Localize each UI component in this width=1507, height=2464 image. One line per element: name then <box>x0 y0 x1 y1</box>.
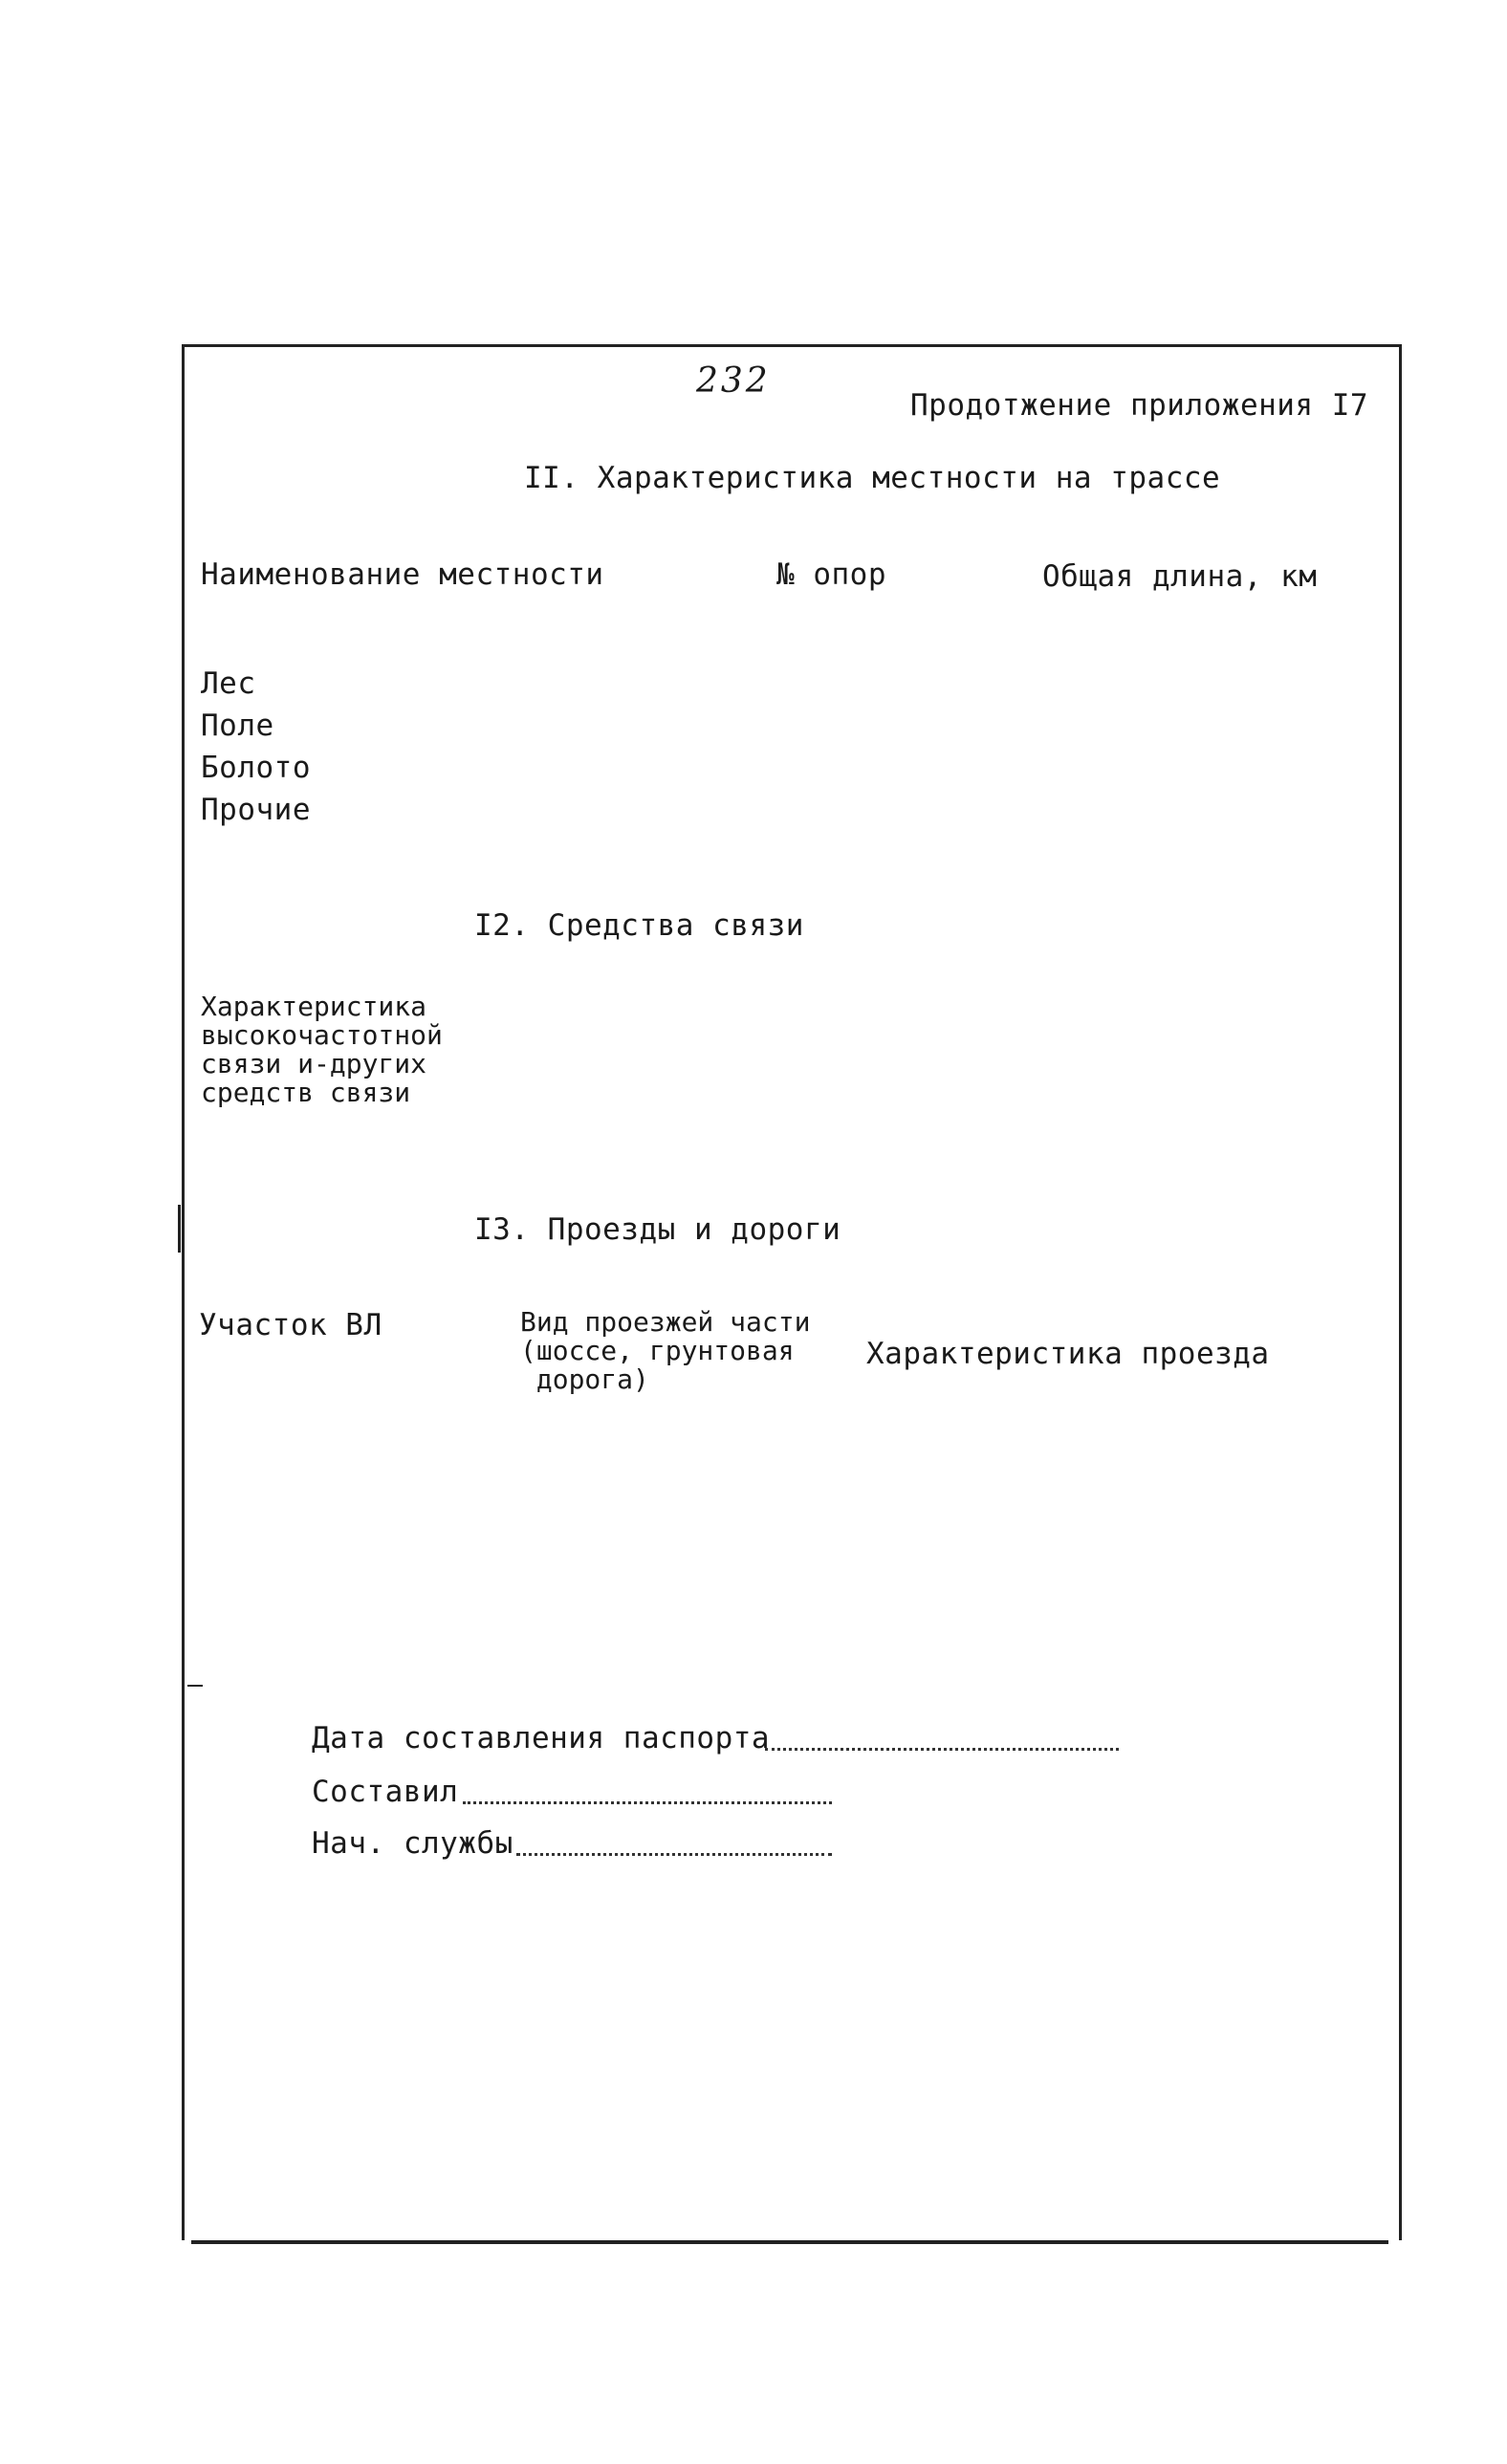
margin-mark <box>187 1685 203 1687</box>
label-line: связи и-других <box>201 1048 427 1079</box>
compiled-by-field[interactable] <box>463 1801 832 1804</box>
terrain-row: Поле <box>201 709 274 743</box>
label-line: высокочастотной <box>201 1019 443 1051</box>
section-12-title: I2. Средства связи <box>474 908 804 943</box>
frame-bottom-line <box>191 2240 1388 2244</box>
label-line: дорога) <box>520 1363 649 1395</box>
column-terrain-name: Наименование местности <box>201 557 604 592</box>
service-chief-field[interactable] <box>516 1853 832 1856</box>
page-number: 232 <box>696 361 771 401</box>
section-11-title: II. Характеристика местности на трассе <box>524 461 1221 495</box>
communication-characteristics-label <box>201 992 443 1107</box>
margin-mark <box>178 1205 181 1253</box>
document-frame <box>182 344 1402 2240</box>
passport-date-field[interactable] <box>765 1748 1119 1751</box>
section-13-title: I3. Проезды и дороги <box>474 1212 841 1247</box>
column-passage-characteristics: Характеристика проезда <box>866 1337 1270 1371</box>
label-line: средств связи <box>201 1077 411 1108</box>
passport-date-label: Дата составления паспорта <box>312 1721 771 1755</box>
terrain-row: Прочие <box>201 793 311 827</box>
label-line: (шоссе, грунтовая <box>520 1335 795 1366</box>
label-line: Вид проезжей части <box>520 1306 811 1338</box>
terrain-row: Болото <box>201 751 311 785</box>
continuation-note: Продотжение приложения I7 <box>910 388 1369 423</box>
compiled-by-label: Составил <box>312 1775 459 1809</box>
column-road-type <box>520 1308 810 1394</box>
service-chief-label: Нач. службы <box>312 1826 513 1861</box>
terrain-row: Лес <box>201 666 256 701</box>
column-total-length: Общая длина, км <box>1042 559 1318 594</box>
column-tower-numbers: № опор <box>776 557 886 592</box>
label-line: Характеристика <box>201 991 427 1022</box>
column-line-section: Участок ВЛ <box>199 1308 382 1342</box>
